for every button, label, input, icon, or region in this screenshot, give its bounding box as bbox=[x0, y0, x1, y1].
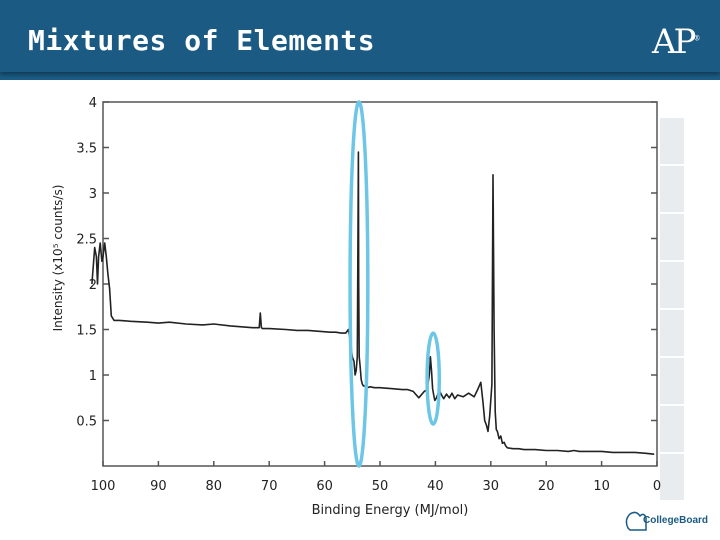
x-tick-label: 50 bbox=[371, 479, 389, 494]
plot-frame bbox=[103, 102, 657, 466]
x-tick-label: 10 bbox=[593, 479, 610, 494]
x-axis-label: Binding Energy (MJ/mol) bbox=[311, 503, 469, 518]
y-tick-label: 3.5 bbox=[76, 141, 97, 157]
x-tick-label: 90 bbox=[150, 479, 167, 494]
x-tick-label: 20 bbox=[537, 479, 555, 494]
spectrum-line-0 bbox=[92, 152, 654, 454]
x-tick-label: 40 bbox=[427, 479, 444, 494]
y-tick-label: 2.5 bbox=[76, 232, 97, 248]
y-tick-label: 2 bbox=[88, 278, 97, 293]
collegeboard-logo-text: CollegeBoard bbox=[643, 515, 709, 526]
y-tick-label: 1.5 bbox=[76, 323, 97, 339]
x-tick-label: 100 bbox=[90, 479, 116, 494]
y-axis-label: Intensity (x10⁵ counts/s) bbox=[51, 184, 65, 332]
x-tick-label: 0 bbox=[652, 479, 662, 494]
y-tick-label: 1 bbox=[88, 369, 97, 384]
y-tick-label: 0.5 bbox=[76, 414, 97, 430]
x-tick-label: 60 bbox=[316, 479, 333, 494]
slide-title: Mixtures of Elements bbox=[28, 24, 376, 57]
y-tick-label: 4 bbox=[88, 96, 97, 111]
y-tick-label: 3 bbox=[88, 187, 97, 202]
ap-logo-text: AP bbox=[652, 22, 694, 62]
x-tick-label: 70 bbox=[260, 479, 278, 494]
ap-logo: AP® bbox=[652, 22, 701, 62]
x-tick-label: 30 bbox=[482, 479, 500, 494]
x-tick-label: 80 bbox=[205, 479, 223, 494]
